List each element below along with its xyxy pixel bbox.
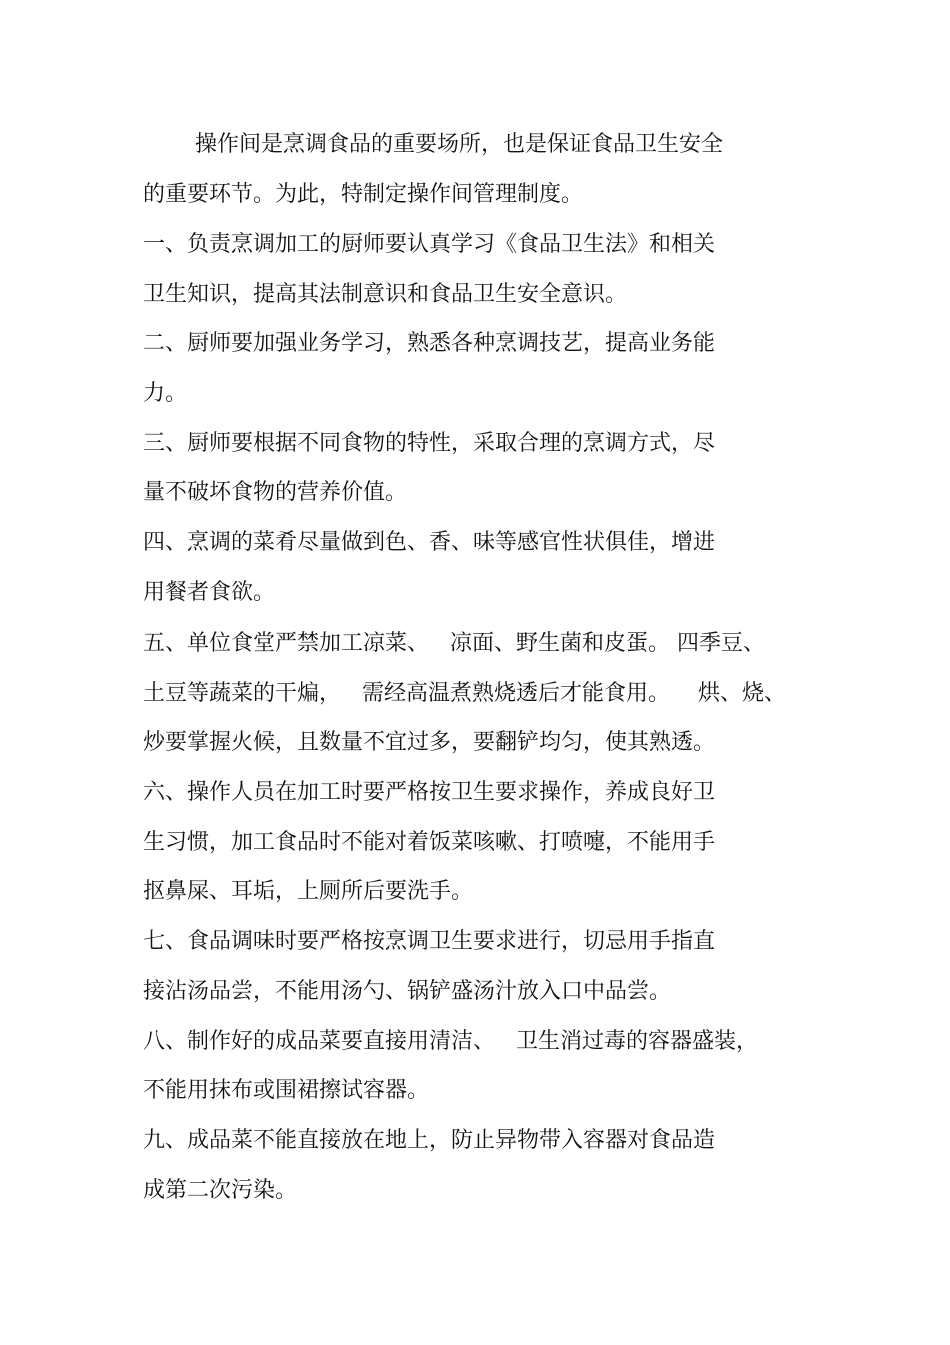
rule-6-line-2: 生习惯，加工食品时不能对着饭菜咳嗽、打喷嚏，不能用手: [143, 830, 716, 855]
rule-5-line-3: 炒要掌握火候，且数量不宜过多，要翻铲均匀，使其熟透。: [143, 730, 716, 755]
rule-7-line-1: 七、食品调味时要严格按烹调卫生要求进行，切忌用手指直: [143, 929, 716, 954]
rule-6-line-3: 抠鼻屎、耳垢，上厕所后要洗手。: [143, 879, 474, 904]
rule-2-line-1: 二、厨师要加强业务学习，熟悉各种烹调技艺，提高业务能: [143, 331, 716, 356]
rule-6-line-1: 六、操作人员在加工时要严格按卫生要求操作，养成良好卫: [143, 780, 716, 805]
rule-3-line-1: 三、厨师要根据不同食物的特性，采取合理的烹调方式，尽: [143, 431, 716, 456]
rule-1-line-2: 卫生知识，提高其法制意识和食品卫生安全意识。: [143, 282, 628, 307]
rule-3-line-2: 量不破坏食物的营养价值。: [143, 480, 408, 505]
rule-8-line-2: 不能用抹布或围裙擦试容器。: [143, 1078, 430, 1103]
paragraph-intro-line-2: 的重要环节。为此，特制定操作间管理制度。: [143, 182, 584, 207]
rule-1-line-1: 一、负责烹调加工的厨师要认真学习《食品卫生法》和相关: [143, 232, 716, 257]
rule-4-line-1: 四、烹调的菜肴尽量做到色、香、味等感官性状俱佳，增进: [143, 530, 716, 555]
rule-7-line-2: 接沾汤品尝，不能用汤勺、锅铲盛汤汁放入口中品尝。: [143, 979, 672, 1004]
paragraph-intro-line-1: 操作间是烹调食品的重要场所，也是保证食品卫生安全: [195, 132, 724, 157]
rule-2-line-2: 力。: [143, 381, 188, 406]
rule-5-line-2: 土豆等蔬菜的干煸， 需经高温煮熟烧透后才能食用。 烘、烧、: [143, 681, 786, 706]
rule-9-line-1: 九、成品菜不能直接放在地上，防止异物带入容器对食品造: [143, 1128, 716, 1153]
rule-9-line-2: 成第二次污染。: [143, 1178, 298, 1203]
rule-8-line-1: 八、制作好的成品菜要直接用清洁、 卫生消过毒的容器盛装，: [143, 1029, 758, 1054]
rule-5-line-1: 五、单位食堂严禁加工凉菜、 凉面、野生菌和皮蛋。 四季豆、: [143, 631, 765, 656]
rule-4-line-2: 用餐者食欲。: [143, 580, 276, 605]
